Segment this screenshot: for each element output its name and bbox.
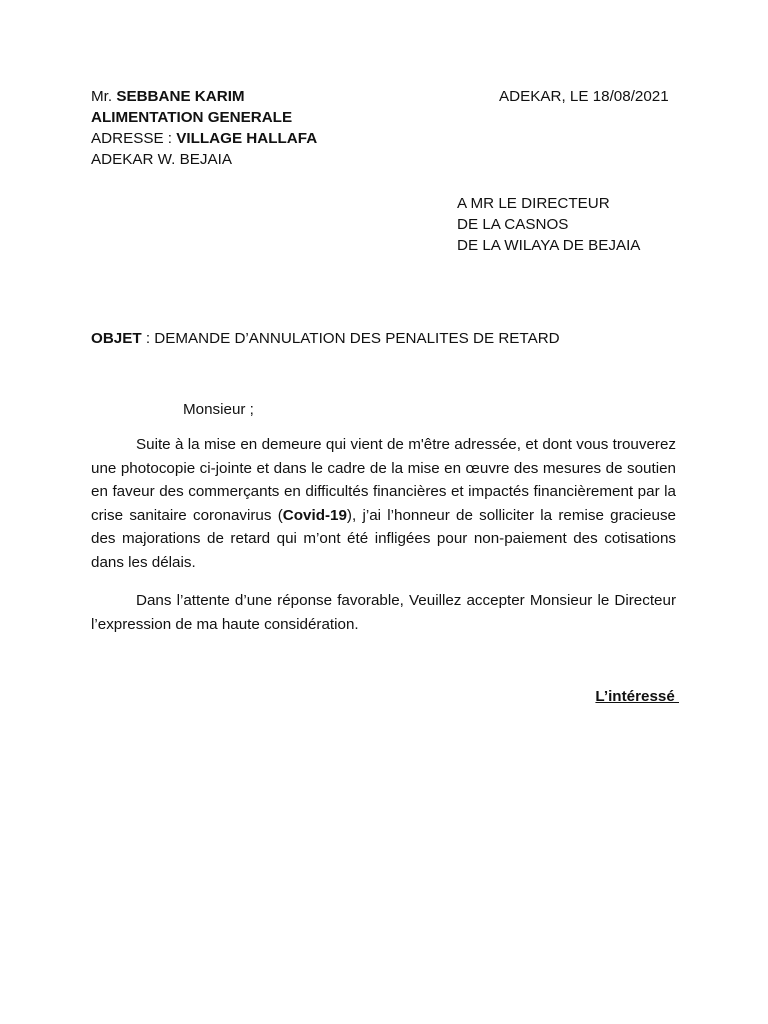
recipient-line-1: A MR LE DIRECTEUR: [457, 195, 610, 212]
sender-address-label: ADRESSE :: [91, 130, 173, 147]
sender-block: [91, 86, 317, 170]
body-paragraph-1: [91, 433, 676, 575]
sender-name: SEBBANE KARIM: [116, 88, 245, 105]
sender-address-line: [91, 128, 317, 149]
salutation: Monsieur ;: [183, 401, 254, 418]
sender-prefix: Mr.: [91, 88, 113, 105]
covid-term: Covid-19: [282, 506, 347, 524]
signature: L’intéressé: [595, 688, 679, 705]
recipient-line-3: DE LA WILAYA DE BEJAIA: [457, 237, 641, 254]
recipient-block: [457, 193, 640, 256]
sender-address-value: VILLAGE HALLAFA: [176, 130, 318, 147]
paragraph-1-part-2: ), j’ai l’honneur de solliciter la remise gracieuse des majorations de retard qui m’ont été infligées pour non-paiement des cotisations dans les délais.: [91, 506, 676, 571]
recipient-line-2: DE LA CASNOS: [457, 216, 569, 233]
paragraph-1-part-1: Suite à la mise en demeure qui vient de m'être adressée, et dont vous trouverez une photocopie ci-jointe et dans le cadre de la mise en œuvre des mesures de soutien en faveur des commerçants en difficultés financières et impactés financièrement par la crise sanitaire coronavirus (: [91, 436, 676, 524]
subject-text: : DEMANDE D’ANNULATION DES PENALITES DE RETARD: [141, 330, 560, 347]
date-line: ADEKAR, LE 18/08/2021: [499, 88, 669, 105]
sender-business: ALIMENTATION GENERALE: [91, 109, 293, 126]
sender-city: ADEKAR W. BEJAIA: [91, 151, 232, 168]
body-paragraph-2: Dans l’attente d’une réponse favorable, Veuillez accepter Monsieur le Directeur l’expression de ma haute considération.: [91, 592, 676, 633]
subject-line: [91, 328, 560, 349]
subject-label: OBJET: [91, 330, 142, 347]
sender-name-line: [91, 86, 317, 107]
